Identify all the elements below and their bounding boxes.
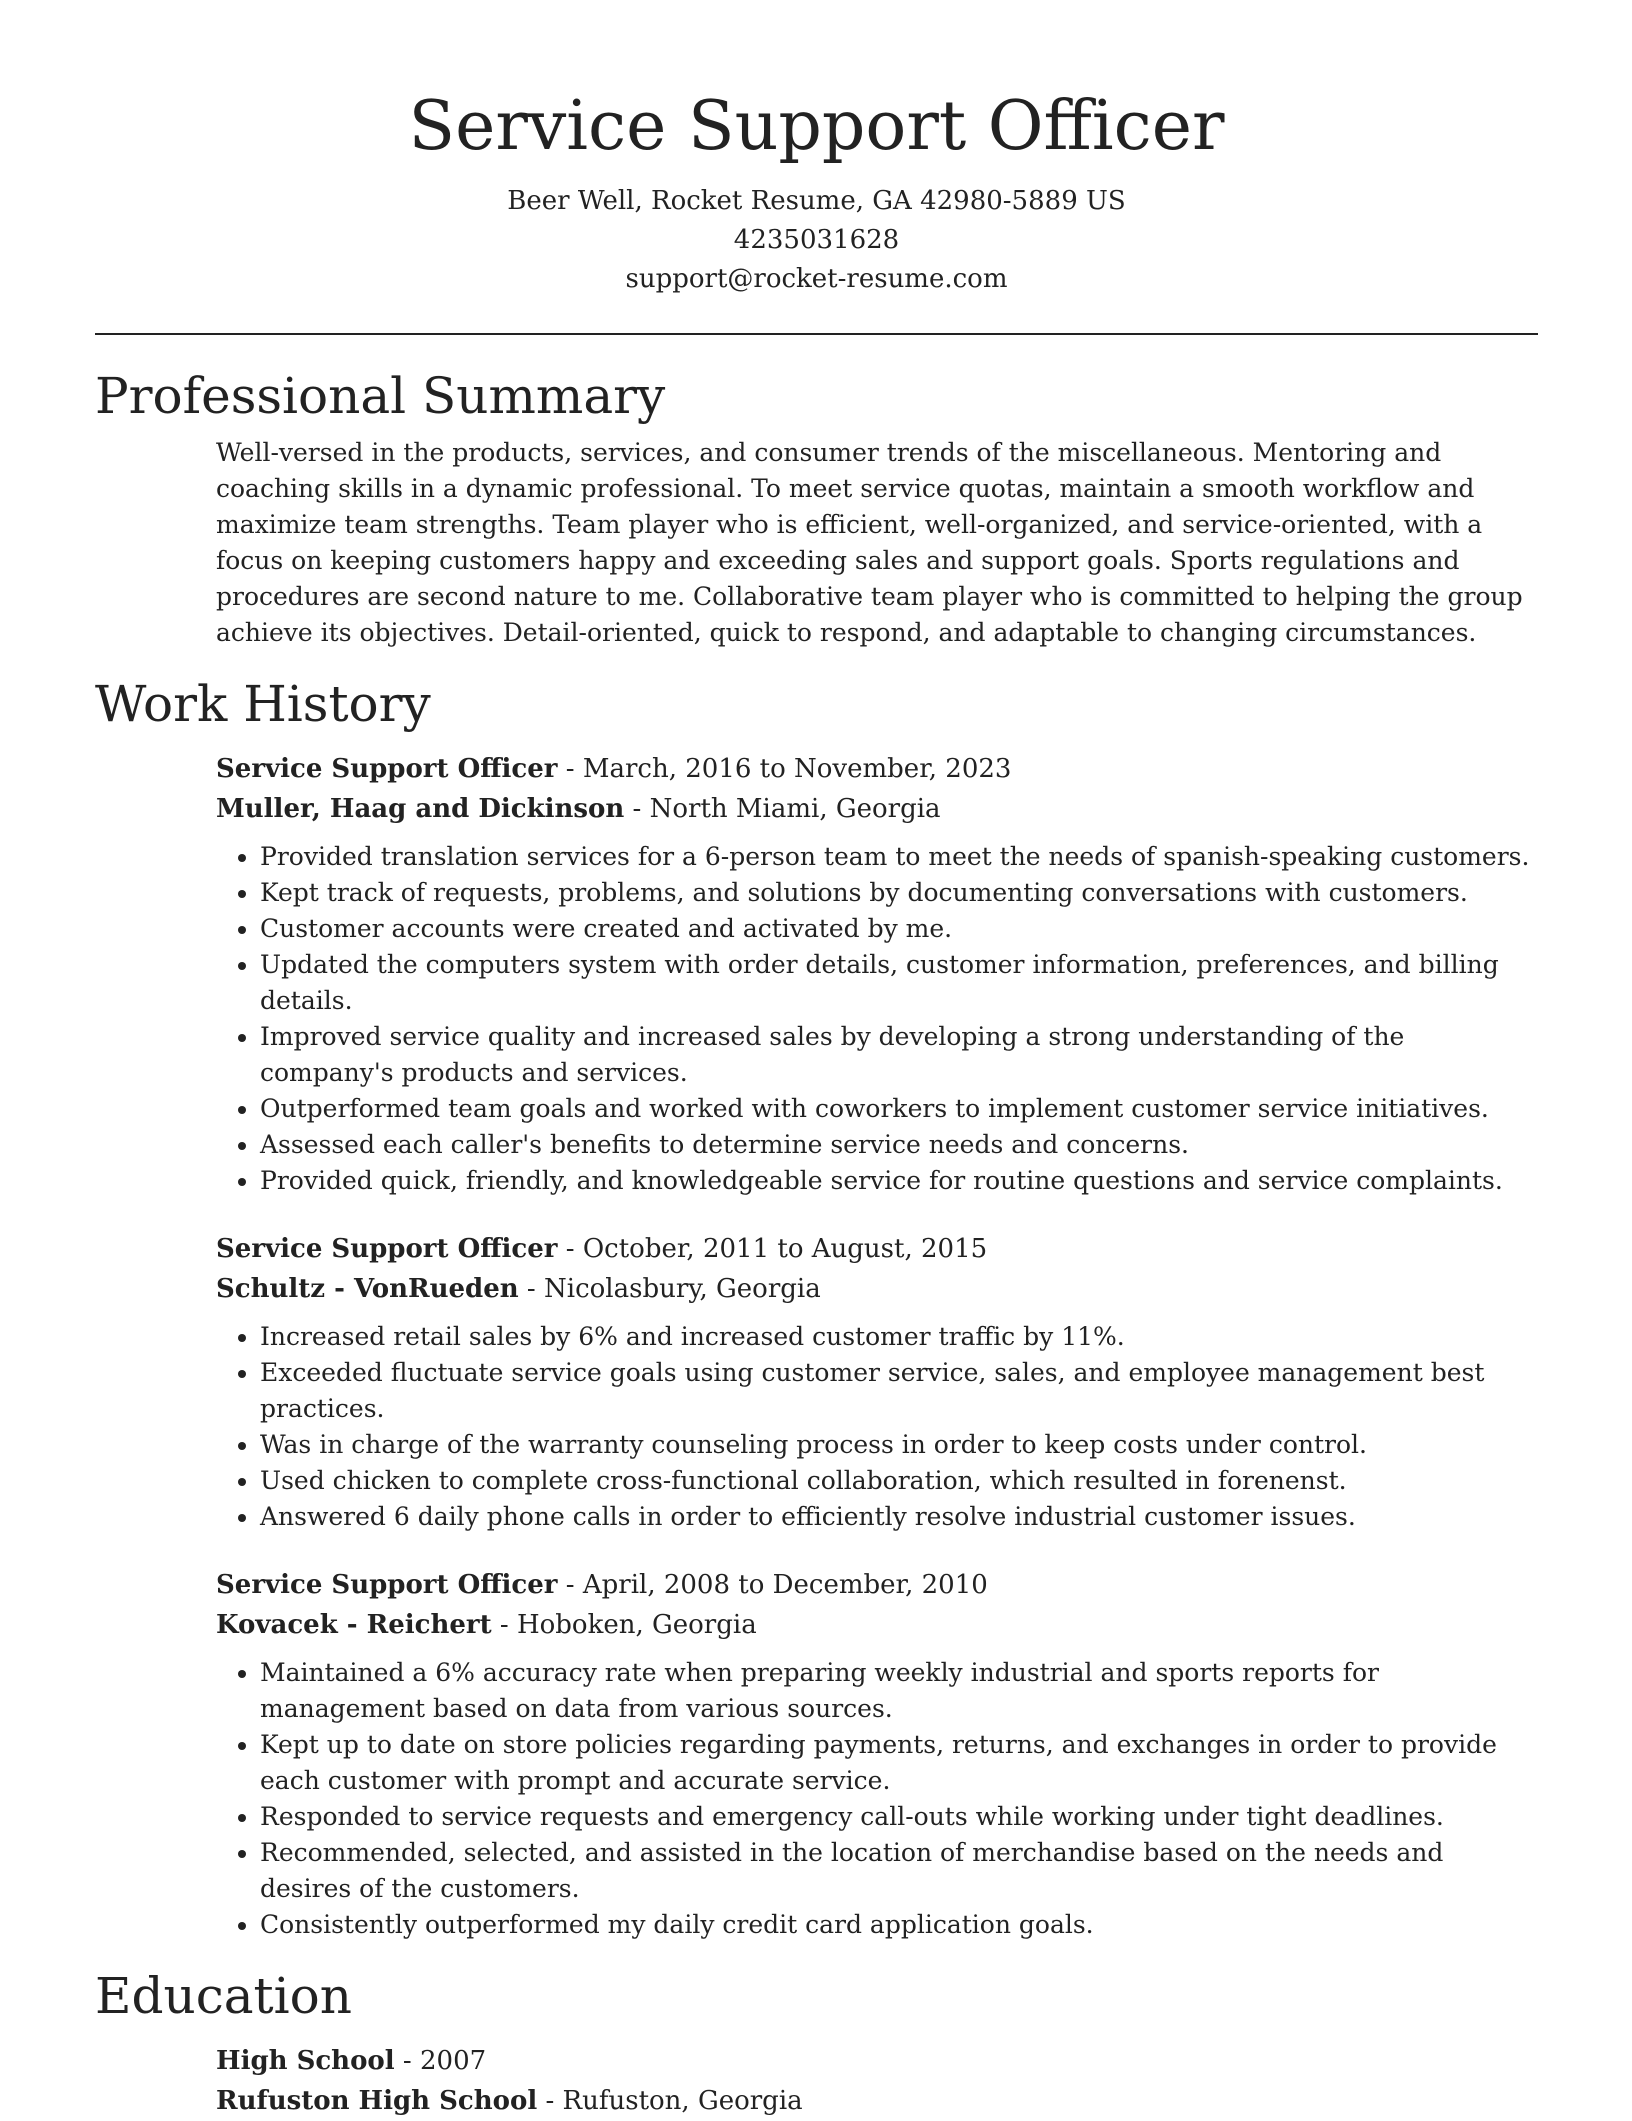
- bullet-item: • Recommended, selected, and assisted in the location of merchandise based on the needs and desires of the customers.: [260, 1835, 1538, 1907]
- education-school: Rufuston High School: [216, 2086, 538, 2116]
- education-school-line: [216, 2081, 1538, 2121]
- education-year: 2007: [419, 2046, 487, 2076]
- bullet-item: • Increased retail sales by 6% and increased customer traffic by 11%.: [260, 1319, 1538, 1355]
- bullet-item: • Consistently outperformed my daily credit card application goals.: [260, 1907, 1538, 1943]
- education-degree: High School: [216, 2046, 395, 2076]
- resume-page: [95, 0, 1538, 2121]
- separator: -: [491, 1610, 517, 1640]
- separator: -: [624, 794, 650, 824]
- job-title-line: [216, 749, 1538, 789]
- job-entry: [216, 1229, 1538, 1535]
- separator: -: [394, 2046, 420, 2076]
- job-company-line: [216, 1605, 1538, 1645]
- separator: -: [557, 1234, 583, 1264]
- bullet-item: • Answered 6 daily phone calls in order to efficiently resolve industrial customer issues.: [260, 1499, 1538, 1535]
- bullet-item: • Assessed each caller's benefits to determine service needs and concerns.: [260, 1127, 1538, 1163]
- contact-block: [95, 182, 1538, 299]
- education-entry: [216, 2041, 1538, 2121]
- job-entry: [216, 749, 1538, 1199]
- contact-address: Beer Well, Rocket Resume, GA 42980-5889 US: [507, 186, 1126, 216]
- job-role: Service Support Officer: [216, 754, 558, 784]
- job-company-line: [216, 789, 1538, 829]
- education-heading: Education: [95, 1967, 352, 2025]
- contact-email: support@rocket-resume.com: [625, 264, 1008, 294]
- resume-header: [95, 0, 1538, 299]
- job-bullets: [216, 1319, 1538, 1535]
- separator: -: [537, 2086, 563, 2116]
- job-location: North Miami, Georgia: [649, 794, 941, 824]
- job-dates: October, 2011 to August, 2015: [582, 1234, 988, 1264]
- work-history-list: [95, 749, 1538, 1943]
- bullet-item: • Responded to service requests and emergency call-outs while working under tight deadlines.: [260, 1799, 1538, 1835]
- job-location: Hoboken, Georgia: [516, 1610, 757, 1640]
- bullet-item: • Exceeded fluctuate service goals using customer service, sales, and employee management best practices.: [260, 1355, 1538, 1427]
- bullet-item: • Outperformed team goals and worked with coworkers to implement customer service initiatives.: [260, 1091, 1538, 1127]
- work-history-heading: Work History: [95, 675, 431, 733]
- job-role: Service Support Officer: [216, 1570, 558, 1600]
- job-title-line: [216, 1229, 1538, 1269]
- bullet-item: • Updated the computers system with order details, customer information, preferences, and billing details.: [260, 947, 1538, 1019]
- separator: -: [557, 1570, 583, 1600]
- job-company: Muller, Haag and Dickinson: [216, 794, 625, 824]
- bullet-item: • Was in charge of the warranty counseling process in order to keep costs under control.: [260, 1427, 1538, 1463]
- bullet-item: • Provided quick, friendly, and knowledgeable service for routine questions and service complaints.: [260, 1163, 1538, 1199]
- job-role: Service Support Officer: [216, 1234, 558, 1264]
- job-entry: [216, 1565, 1538, 1943]
- summary-heading: Professional Summary: [95, 367, 666, 425]
- bullet-item: • Improved service quality and increased sales by developing a strong understanding of the company's products and services.: [260, 1019, 1538, 1091]
- job-title-line: [216, 1565, 1538, 1605]
- contact-phone: 4235031628: [733, 225, 900, 255]
- job-bullets: [216, 839, 1538, 1199]
- job-location: Nicolasbury, Georgia: [544, 1274, 821, 1304]
- bullet-item: • Maintained a 6% accuracy rate when preparing weekly industrial and sports reports for management based on data from various sources.: [260, 1655, 1538, 1727]
- job-dates: March, 2016 to November, 2023: [582, 754, 1012, 784]
- job-dates: April, 2008 to December, 2010: [582, 1570, 988, 1600]
- bullet-item: • Kept track of requests, problems, and solutions by documenting conversations with customers.: [260, 875, 1538, 911]
- bullet-item: • Customer accounts were created and activated by me.: [260, 911, 1538, 947]
- education-location: Rufuston, Georgia: [562, 2086, 803, 2116]
- candidate-name: Service Support Officer: [408, 87, 1225, 166]
- header-divider: [95, 333, 1538, 335]
- job-bullets: [216, 1655, 1538, 1943]
- education-degree-line: [216, 2041, 1538, 2081]
- job-company: Schultz - VonRueden: [216, 1274, 519, 1304]
- bullet-item: • Provided translation services for a 6-person team to meet the needs of spanish-speaking customers.: [260, 839, 1538, 875]
- job-company-line: [216, 1269, 1538, 1309]
- bullet-item: • Kept up to date on store policies regarding payments, returns, and exchanges in order to provide each customer with prompt and accurate service.: [260, 1727, 1538, 1799]
- separator: -: [557, 754, 583, 784]
- separator: -: [518, 1274, 544, 1304]
- bullet-item: • Used chicken to complete cross-functional collaboration, which resulted in forenenst.: [260, 1463, 1538, 1499]
- summary-text: Well-versed in the products, services, and consumer trends of the miscellaneous. Mentoring and coaching skills in a dynamic professional. To meet service quotas, maintain a smooth workflow and maximize team strengths. Team player who is efficient, well-organized, and service-oriented, with a focus on keeping customers happy and exceeding sales and support goals. Sports regulations and procedures are second nature to me. Collaborative team player who is committed to helping the group achieve its objectives. Detail-oriented, quick to respond, and adaptable to changing circumstances.: [216, 438, 1523, 647]
- job-company: Kovacek - Reichert: [216, 1610, 492, 1640]
- education-list: [95, 2041, 1538, 2121]
